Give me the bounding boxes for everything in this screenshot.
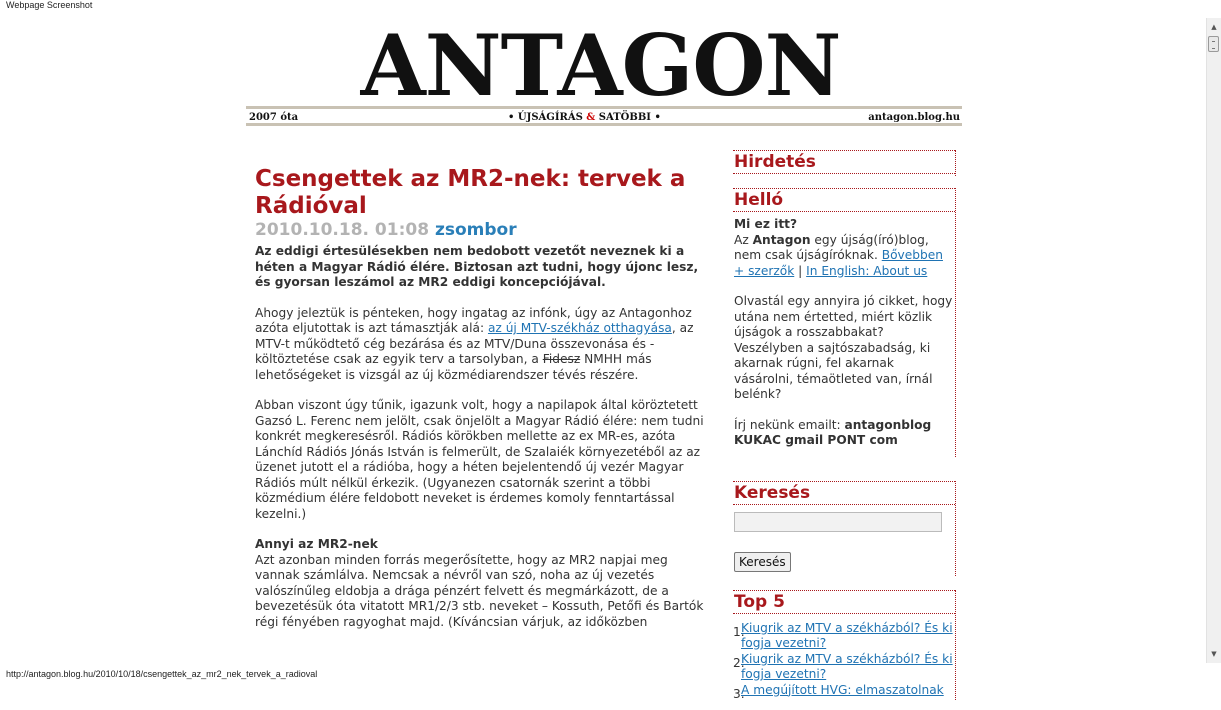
hello-separator: |: [794, 263, 807, 278]
search-button[interactable]: Keresés: [734, 552, 791, 572]
header-bar: [246, 106, 962, 126]
english-about-link[interactable]: In English: About us: [806, 263, 928, 278]
hello-contact: [734, 418, 955, 449]
post-subheading: Annyi az MR2-nek: [255, 537, 378, 551]
post-author-link[interactable]: zsombor: [434, 220, 517, 240]
vertical-scrollbar[interactable]: [1206, 18, 1221, 663]
top5-item: [733, 652, 955, 683]
scroll-down-arrow-icon[interactable]: ▼: [1211, 650, 1217, 658]
search-widget: [733, 481, 956, 576]
hello-pitch: Olvastál egy annyira jó cikket, hogy utána nem értetted, miért közlik újságok a rosszabbakat? Veszélyben a sajtószabadság, ki akarnak rúgni, fel akarnak vásárolni, témaötleted van, írnál belénk?: [734, 294, 953, 401]
about-authors-link[interactable]: Bővebben + szerzők: [734, 248, 943, 278]
ads-widget: [733, 150, 956, 176]
post-paragraph-3: Azt azonban minden forrás megerősítette, hogy az MR2 napjai meg vannak számlálva. Nemcsak a névről van szó, noha az új vezetés valószínűleg eldobja a drága pénzért felvett és megmárkázott, de a bevezetésük óta vitatott MR1/2/3 stb. neveket – Kossuth, Petőfi és Bartók régi fényében ragyoghat majd. (Kíváncsian várjuk, az időközben: [255, 552, 704, 629]
hello-text-1: Az: [734, 232, 753, 247]
tagline-ampersand: &: [586, 112, 596, 123]
para1-text-a: Ahogy jeleztük is pénteken, hogy ingatag az infónk, úgy az Antagonhoz azóta eljutottak is azt támasztják alá:: [255, 305, 692, 335]
sidebar: [733, 150, 956, 710]
top5-link[interactable]: Kiugrik az MTV a székházból? És ki fogja vezetni?: [741, 651, 953, 681]
screenshot-label: Webpage Screenshot: [6, 0, 93, 10]
top5-title: Top 5: [733, 590, 955, 614]
top5-item: [733, 683, 955, 703]
top5-rank: 3.: [733, 686, 745, 701]
hello-question: Mi ez itt?: [734, 217, 798, 231]
search-body: [733, 505, 955, 576]
tagline-part-1: • ÚJSÁGÍRÁS: [508, 112, 587, 123]
top5-rank: 1.: [733, 624, 745, 639]
search-title: Keresés: [733, 481, 955, 505]
contact-email: antagonblog KUKAC gmail PONT com: [734, 417, 932, 447]
hello-widget: [733, 188, 956, 457]
post-date: 2010.10.18. 01:08: [255, 220, 430, 240]
contact-text: Írj nekünk emailt:: [734, 417, 845, 432]
post-lead: Az eddigi értesülésekben nem bedobott vezetőt neveznek ki a héten a Magyar Rádió élére. Biztosan azt tudni, hogy újonc lesz, és gyorsan leszámol az MR2 eddigi koncepciójával.: [255, 244, 699, 289]
site-logo[interactable]: ANTAGON: [360, 16, 841, 115]
scroll-up-arrow-icon[interactable]: ▲: [1211, 23, 1217, 31]
top5-link[interactable]: Kiugrik az MTV a székházból? És ki fogja vezetni?: [741, 620, 953, 650]
header-domain: antagon.blog.hu: [868, 112, 960, 123]
hello-title: Helló: [733, 188, 955, 212]
scrollbar-thumb[interactable]: [1208, 36, 1219, 52]
top5-rank: 2.: [733, 655, 745, 670]
struck-word: Fidesz: [542, 352, 581, 366]
article: [255, 166, 705, 645]
top5-widget: [733, 590, 956, 700]
para1-text-c: NMHH más lehetőségeket is vizsgál az új közmédiarendszer tévés részére.: [255, 352, 652, 382]
blog-page: [238, 16, 963, 701]
post-title[interactable]: Csengettek az MR2-nek: tervek a Rádióval: [255, 166, 686, 219]
mtv-headquarters-link[interactable]: az új MTV-székház otthagyása: [487, 321, 672, 335]
status-bar-url: http://antagon.blog.hu/2010/10/18/csengettek_az_mr2_nek_tervek_a_radioval: [6, 669, 318, 679]
header-tagline: [508, 112, 661, 123]
tagline-part-2: SATÖBBI •: [595, 112, 661, 123]
hello-body: [733, 212, 955, 457]
post-meta: [255, 220, 705, 240]
top5-list: [733, 614, 955, 703]
ads-title: Hirdetés: [733, 150, 955, 174]
para1-text-b: , az MTV-t működtető cég bezárása és az MTV/Duna összevonása és -költöztetése csak az egyik terv a tarsolyban, a: [255, 321, 694, 366]
top5-item: [733, 621, 955, 652]
post-paragraph-2: Abban viszont úgy tűnik, igazunk volt, hogy a napilapok által köröztetett Gazsó L. Ferenc nem jelölt, csak önjelölt a Magyar Rádió élére: nem tudni konkrét megkeresésről. Rádiós körökben mellette az ex MR-es, azóta Lánchíd Rádiós Jónás István is felmerült, de Szalaiék környezetéből az az üzenet jutott el a rádióba, hogy a héten bejelentendő új vezér Magyar Rádiós múlt nélkül érkezik. (Ugyanezen csatornák szerint a többi közmédium élére feldobott neveket is érdemes komoly fenntartással kezelni.): [255, 398, 704, 521]
header-since: 2007 óta: [249, 112, 299, 123]
post-paragraph-1: [255, 306, 705, 384]
search-input[interactable]: [734, 512, 942, 532]
hello-text-2: egy újság(író)blog, nem csak újságíróknak.: [734, 232, 929, 262]
hello-intro: [734, 233, 955, 280]
masthead: [238, 16, 963, 115]
top5-link[interactable]: A megújított HVG: elmaszatolnak: [741, 682, 944, 697]
hello-brand: Antagon: [752, 232, 811, 247]
